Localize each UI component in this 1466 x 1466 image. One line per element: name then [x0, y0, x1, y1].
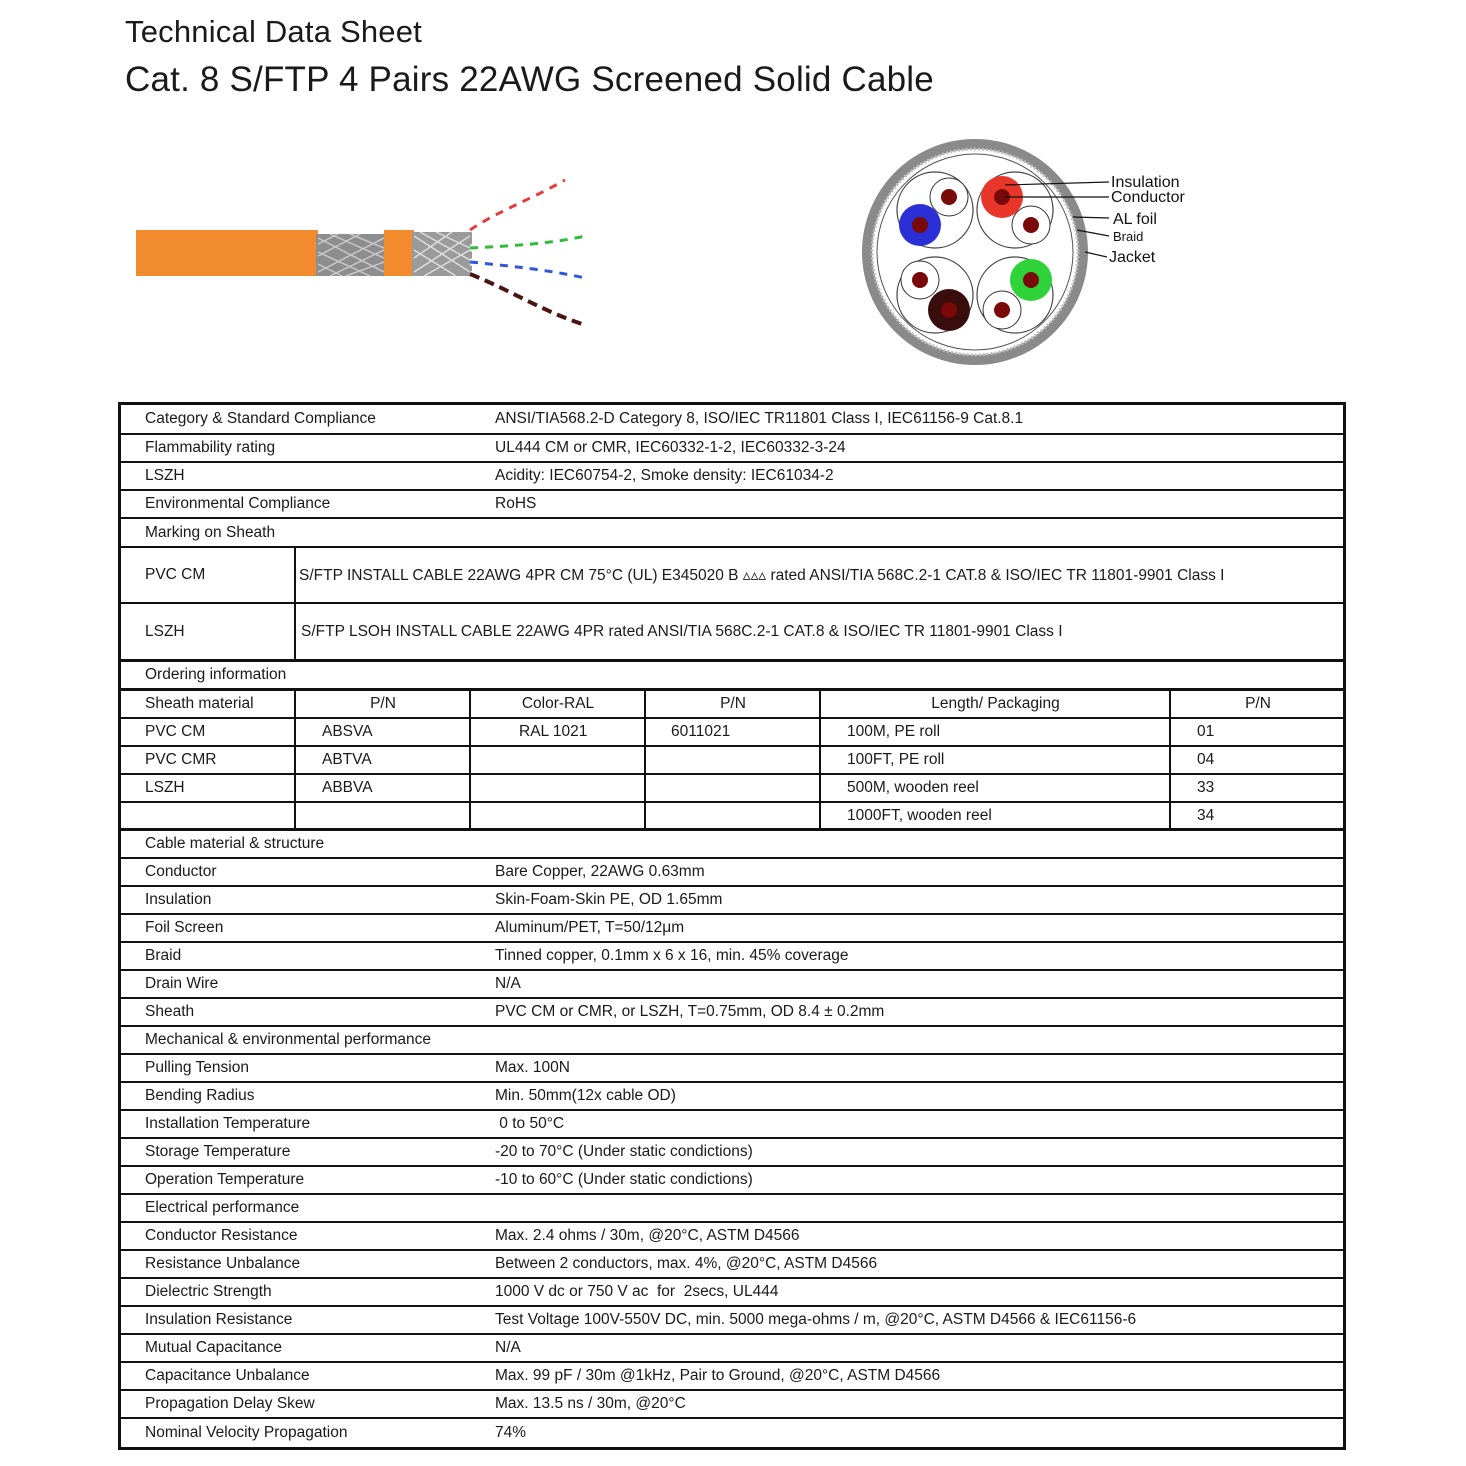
row-label: Sheath	[145, 1003, 195, 1020]
row-label: Resistance Unbalance	[145, 1255, 301, 1272]
row-label: Drain Wire	[145, 975, 219, 992]
label-braid: Braid	[1113, 229, 1144, 244]
table-row	[121, 915, 1343, 943]
ordering-header-row	[121, 691, 1343, 719]
table-row	[121, 405, 1343, 435]
cable-cross-section	[855, 130, 1215, 375]
row-value: PVC CM or CMR, or LSZH, T=0.75mm, OD 8.4 ± 0.2mm	[495, 1003, 885, 1020]
row-label: Storage Temperature	[145, 1143, 291, 1160]
table-row	[121, 719, 1343, 747]
column-header: Length/ Packaging	[931, 695, 1060, 712]
table-row	[121, 491, 1343, 519]
row-label: LSZH	[145, 467, 185, 484]
cell-sheath: PVC CM	[145, 723, 206, 740]
row-label: Insulation Resistance	[145, 1311, 293, 1328]
table-row	[121, 943, 1343, 971]
table-row	[121, 887, 1343, 915]
row-label: Insulation	[145, 891, 212, 908]
table-row	[121, 1111, 1343, 1139]
row-value: Bare Copper, 22AWG 0.63mm	[495, 863, 705, 880]
cell-pn: 04	[1197, 751, 1215, 768]
section-heading	[121, 1027, 1343, 1055]
row-value: Max. 2.4 ohms / 30m, @20°C, ASTM D4566	[495, 1227, 800, 1244]
table-row	[121, 803, 1343, 831]
table-row	[121, 1251, 1343, 1279]
row-value: Min. 50mm(12x cable OD)	[495, 1087, 676, 1104]
table-row	[121, 775, 1343, 803]
table-row	[121, 971, 1343, 999]
cable-jacket	[136, 230, 318, 276]
row-value: UL444 CM or CMR, IEC60332-1-2, IEC60332-3-24	[495, 439, 846, 456]
table-row	[121, 604, 1343, 662]
cell-pn: 33	[1197, 779, 1215, 796]
table-row	[121, 747, 1343, 775]
cell-pn: ABSVA	[322, 723, 373, 740]
row-label: Conductor Resistance	[145, 1227, 298, 1244]
section-heading	[121, 519, 1343, 548]
section-heading	[121, 662, 1343, 691]
row-value: -10 to 60°C (Under static condictions)	[495, 1171, 753, 1188]
cell-color: RAL 1021	[519, 723, 588, 740]
cell-pn: 01	[1197, 723, 1215, 740]
row-value: Acidity: IEC60754-2, Smoke density: IEC61034-2	[495, 467, 834, 484]
label-jacket: Jacket	[1109, 249, 1156, 266]
ordering-heading: Ordering information	[145, 666, 287, 683]
cell-length: 100FT, PE roll	[847, 751, 945, 768]
table-row	[121, 1391, 1343, 1419]
row-value: 0 to 50°C	[495, 1115, 565, 1132]
cable-illustration	[120, 160, 610, 340]
cell-pn: ABTVA	[322, 751, 372, 768]
row-label: Operation Temperature	[145, 1171, 305, 1188]
column-header: Color-RAL	[521, 695, 595, 712]
row-label: Nominal Velocity Propagation	[145, 1424, 348, 1441]
table-row	[121, 859, 1343, 887]
row-value: N/A	[495, 975, 521, 992]
row-value: Max. 100N	[495, 1059, 570, 1076]
row-label: LSZH	[145, 622, 185, 640]
table-row	[121, 1223, 1343, 1251]
row-label: Capacitance Unbalance	[145, 1367, 310, 1384]
row-label: Installation Temperature	[145, 1115, 311, 1132]
table-row	[121, 435, 1343, 463]
row-value: Max. 13.5 ns / 30m, @20°C	[495, 1395, 686, 1412]
jacket-band	[384, 230, 414, 276]
spec-table	[118, 402, 1346, 1450]
label-al-foil: AL foil	[1113, 211, 1157, 228]
column-header: P/N	[370, 695, 396, 712]
row-value: -20 to 70°C (Under static condictions)	[495, 1143, 753, 1160]
row-label: Propagation Delay Skew	[145, 1395, 315, 1412]
row-label: Pulling Tension	[145, 1059, 249, 1076]
row-value: RoHS	[495, 495, 537, 512]
section-heading	[121, 1195, 1343, 1223]
cell-pn: 34	[1197, 806, 1215, 824]
table-row	[121, 1139, 1343, 1167]
table-row	[121, 1055, 1343, 1083]
column-header: Sheath material	[145, 695, 254, 712]
row-label: Category & Standard Compliance	[145, 410, 376, 427]
table-row	[121, 1363, 1343, 1391]
row-value: N/A	[495, 1339, 521, 1356]
product-title: Cat. 8 S/FTP 4 Pairs 22AWG Screened Solid Cable	[125, 60, 934, 99]
row-value: ANSI/TIA568.2-D Category 8, ISO/IEC TR11801 Class I, IEC61156-9 Cat.8.1	[495, 410, 1024, 427]
row-value: Tinned copper, 0.1mm x 6 x 16, min. 45% coverage	[495, 947, 849, 964]
table-row	[121, 548, 1343, 604]
row-label: Bending Radius	[145, 1087, 255, 1104]
row-value: S/FTP INSTALL CABLE 22AWG 4PR CM 75°C (UL) E345020 B ▵▵▵ rated ANSI/TIA 568C.2-1 CAT.8 & ISO/IEC TR 11801-9901 Class I	[299, 566, 1225, 584]
document-title: Technical Data Sheet	[125, 14, 422, 49]
row-value: Test Voltage 100V-550V DC, min. 5000 mega-ohms / m, @20°C, ASTM D4566 & IEC61156-6	[495, 1311, 1137, 1328]
table-row	[121, 1335, 1343, 1363]
row-value: Between 2 conductors, max. 4%, @20°C, ASTM D4566	[495, 1255, 878, 1272]
label-conductor: Conductor	[1111, 189, 1185, 206]
electrical-heading: Electrical performance	[145, 1199, 300, 1216]
column-header: P/N	[720, 695, 746, 712]
row-label: Environmental Compliance	[145, 495, 331, 512]
cell-sheath: LSZH	[145, 779, 185, 796]
row-label: Flammability rating	[145, 439, 276, 456]
structure-heading: Cable material & structure	[145, 835, 325, 852]
table-row	[121, 1167, 1343, 1195]
table-row	[121, 1419, 1343, 1447]
row-label: Dielectric Strength	[145, 1283, 272, 1300]
cell-sheath: PVC CMR	[145, 751, 217, 768]
table-row	[121, 999, 1343, 1027]
table-row	[121, 1307, 1343, 1335]
cell-length: 1000FT, wooden reel	[847, 806, 992, 824]
row-label: Conductor	[145, 863, 217, 880]
row-value: 74%	[495, 1424, 527, 1441]
row-label: Foil Screen	[145, 919, 224, 936]
row-label: Braid	[145, 947, 182, 964]
table-row	[121, 1279, 1343, 1307]
row-label: PVC CM	[145, 566, 206, 583]
label-insulation: Insulation	[1111, 174, 1180, 191]
column-header: P/N	[1245, 695, 1271, 712]
section-heading	[121, 831, 1343, 859]
row-value: 1000 V dc or 750 V ac for 2secs, UL444	[495, 1283, 779, 1300]
row-value: Skin-Foam-Skin PE, OD 1.65mm	[495, 891, 723, 908]
marking-heading: Marking on Sheath	[145, 523, 276, 541]
row-value: Max. 99 pF / 30m @1kHz, Pair to Ground, @20°C, ASTM D4566	[495, 1367, 941, 1384]
table-row	[121, 463, 1343, 491]
row-value: Aluminum/PET, T=50/12μm	[495, 919, 685, 936]
table-row	[121, 1083, 1343, 1111]
cell-length: 500M, wooden reel	[847, 779, 979, 796]
cell-length: 100M, PE roll	[847, 723, 941, 740]
cell-pn: 6011021	[671, 723, 731, 740]
cell-pn: ABBVA	[322, 779, 373, 796]
row-value: S/FTP LSOH INSTALL CABLE 22AWG 4PR rated ANSI/TIA 568C.2-1 CAT.8 & ISO/IEC TR 11801-9901 Class I	[301, 622, 1063, 640]
row-label: Mutual Capacitance	[145, 1339, 282, 1356]
mechanical-heading: Mechanical & environmental performance	[145, 1031, 432, 1048]
